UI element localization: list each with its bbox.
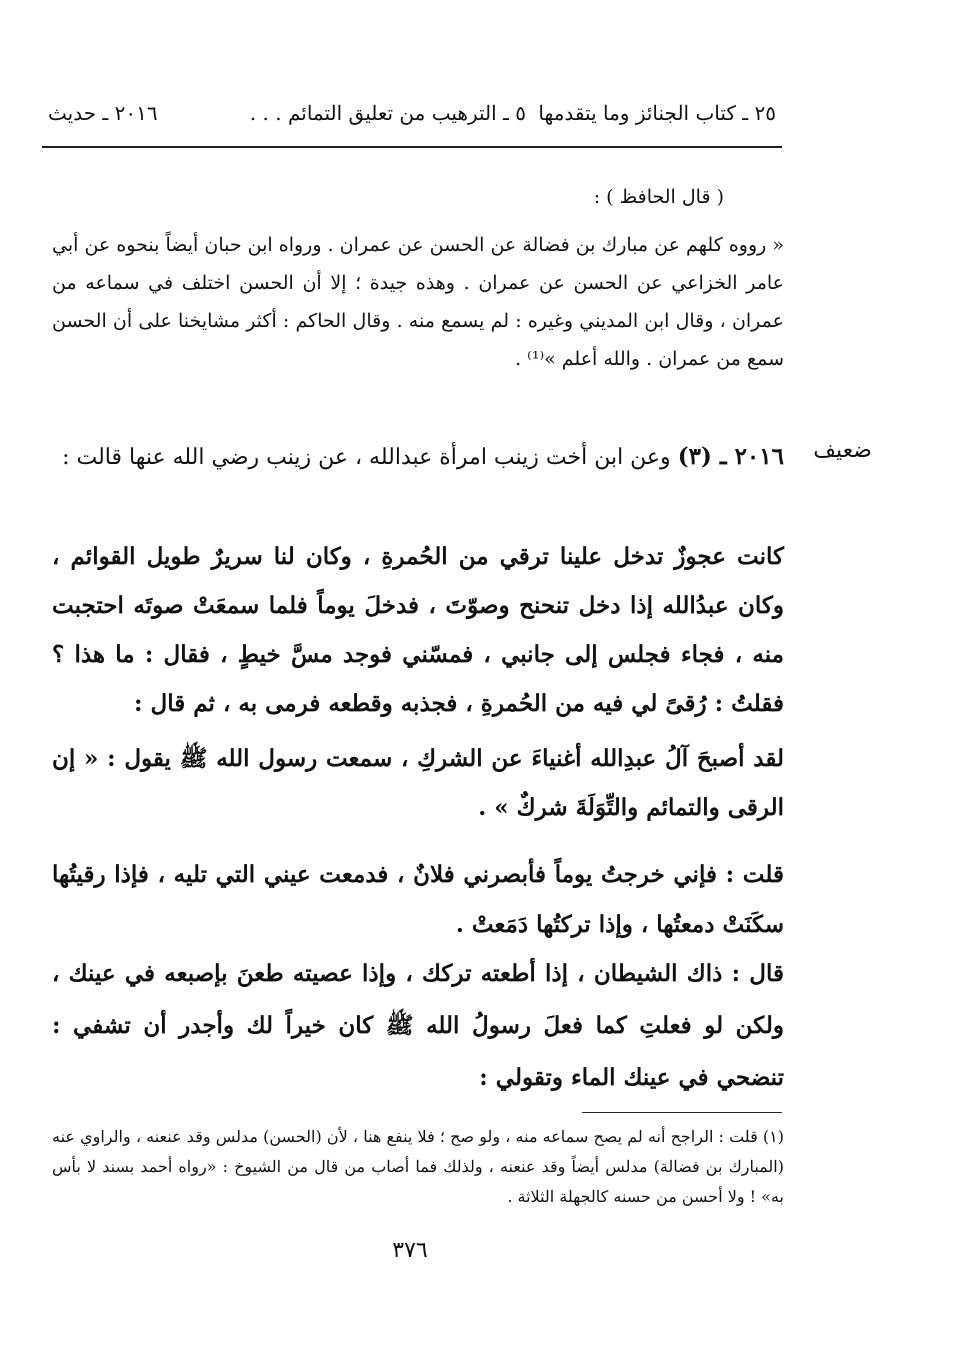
running-header <box>48 96 776 130</box>
hadith-paragraph: لقد أصبحَ آلُ عبدِالله أغنياءَ عن الشركِ ، سمعت رسول الله ﷺ يقول : « إن الرقى والتمائم والتِّوَلَةَ شركٌ » . <box>52 745 784 821</box>
footnote-divider <box>582 1112 782 1113</box>
hafiz-quote: « رووه كلهم عن مبارك بن فضالة عن الحسن عن عمران . ورواه ابن حبان أيضاً بنحوه عن أبي عامر الخزاعي عن الحسن عن عمران . وهذه جيدة ؛ إلا أن الحسن اختلف في سماعه من عمران ، وقال ابن المديني وغيره : لم يسمع منه . وقال الحاكم : أكثر مشايخنا على أن الحسن سمع من عمران . والله أعلم »⁽¹⁾ . <box>52 234 784 370</box>
hadith-paragraph: قلت : فإني خرجتُ يوماً فأبصرني فلانٌ ، فدمعت عيني التي تليه ، فإذا رقيتُها سكَنَتْ دمعتُها ، وإذا تركتُها دَمَعتْ . <box>52 861 784 938</box>
hadith-intro <box>52 434 784 481</box>
header-hadith-ref: ٢٠١٦ ـ حديث <box>48 101 158 125</box>
hafiz-label: ( قال الحافظ ) : <box>593 186 724 208</box>
header-divider <box>42 146 782 148</box>
hadith-grade: ضعيف <box>813 438 872 463</box>
hadith-paragraph: كانت عجوزٌ تدخل علينا ترقي من الحُمرةِ ، وكان لنا سريرٌ طويل القوائم ، وكان عبدُالله إذا دخل تنحنح وصوّتَ ، فدخلَ يوماً فلما سمعَتْ صوتَه احتجبت منه ، فجاء فجلس إلى جانبي ، فمسّني فوجد مسَّ خيطٍ ، فقال : ما هذا ؟ فقلتُ : رُقىً لي فيه من الحُمرةِ ، فجذبه وقطعه فرمى به ، ثم قال : <box>52 543 784 717</box>
header-section: ٥ ـ الترهيب من تعليق التمائم . . . <box>249 101 526 125</box>
hadith-paragraph: قال : ذاك الشيطان ، إذا أطعته تركك ، وإذا عصيته طعنَ بإصبعه في عينك ، ولكن لو فعلتِ كما فعلَ رسولُ الله ﷺ كان خيراً لك وأجدر أن تشفي : تنضحي في عينك الماء وتقولي : <box>52 960 784 1091</box>
footnote: (١) قلت : الراجح أنه لم يصح سماعه منه ، ولو صح ؛ فلا ينفع هنا ، لأن (الحسن) مدلس وقد عنعنه ، والراوي عنه (المبارك بن فضالة) مدلس أيضاً وقد عنعنه ، ولذلك فما أصاب من قال من الشيوخ : «رواه أحمد بسند لا بأس به» ! ولا أحسن من حسنه كالجهلة الثلاثة . <box>52 1127 784 1206</box>
header-chapter: ٢٥ ـ كتاب الجنائز وما يتقدمها <box>538 101 776 125</box>
hadith-intro-text: وعن ابن أخت زينب امرأة عبدالله ، عن زينب رضي الله عنها قالت : <box>62 445 671 470</box>
page-number: ٣٧٦ <box>392 1238 428 1263</box>
hadith-number: ٢٠١٦ ـ (٣) <box>677 443 784 470</box>
